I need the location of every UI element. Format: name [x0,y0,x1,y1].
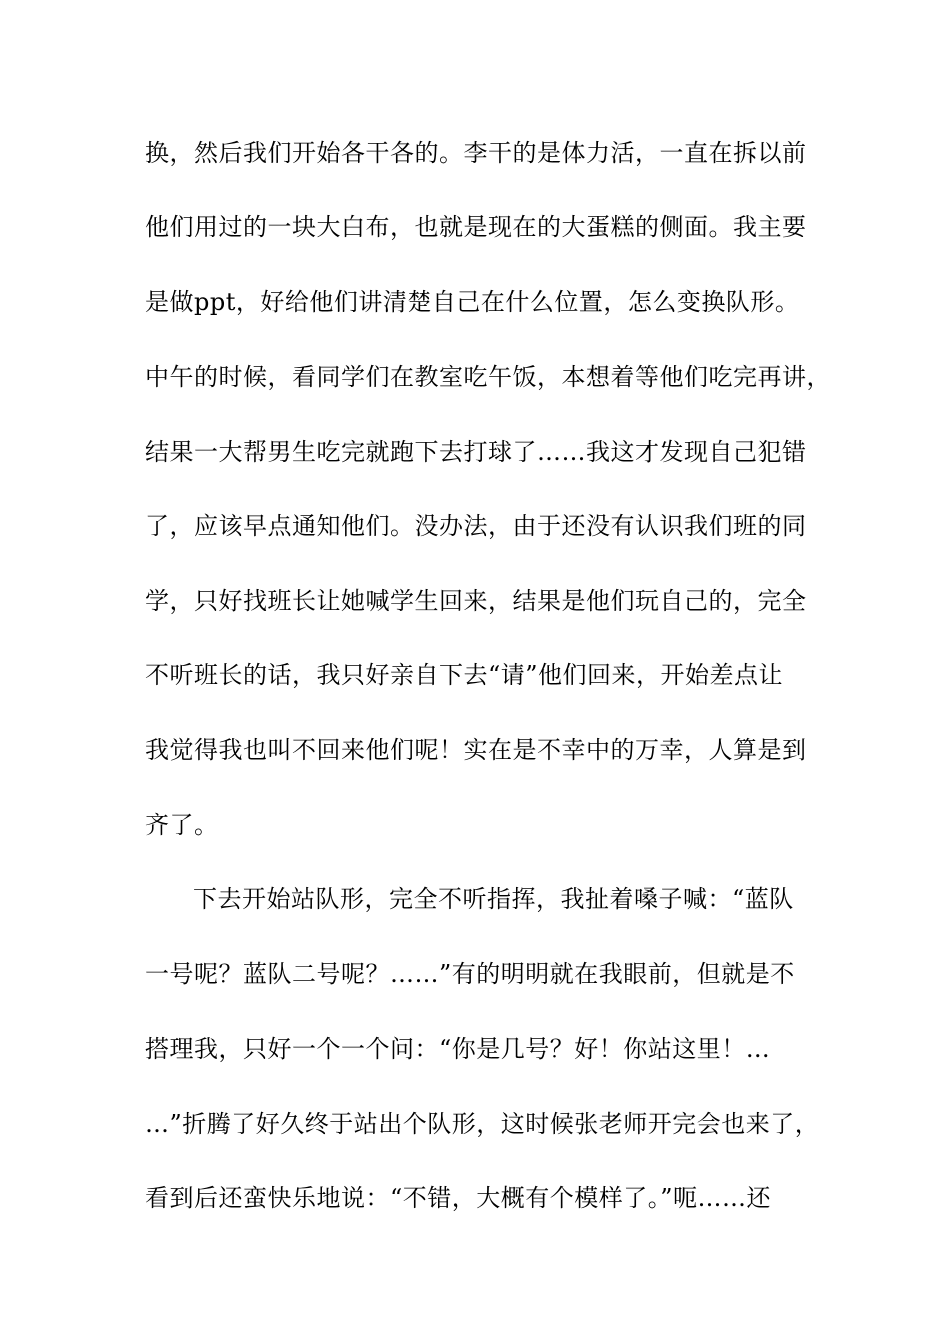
paragraph-line: 中午的时候，看同学们在教室吃午饭，本想着等他们吃完再讲， [145,363,831,391]
paragraph-line: 结果一大帮男生吃完就跑下去打球了……我这才发现自己犯错 [145,438,807,466]
paragraph-line: 齐了。 [145,811,219,839]
paragraph-line: …”折腾了好久终于站出个队形，这时候张老师开完会也来了， [145,1110,820,1138]
paragraph-line: 了，应该早点通知他们。没办法，由于还没有认识我们班的同 [145,512,807,540]
paragraph-line: 他们用过的一块大白布，也就是现在的大蛋糕的侧面。我主要 [145,213,807,241]
paragraph-first-line: 下去开始站队形，完全不听指挥，我扯着嗓子喊：“蓝队 [193,885,794,913]
paragraph-line: 搭理我，只好一个一个问：“你是几号？好！你站这里！… [145,1035,771,1063]
paragraph-line: 学，只好找班长让她喊学生回来，结果是他们玩自己的，完全 [145,587,807,615]
paragraph-line: 我觉得我也叫不回来他们呢！实在是不幸中的万幸，人算是到 [145,736,807,764]
paragraph-line: 不听班长的话，我只好亲自下去“请”他们回来，开始差点让 [145,661,784,689]
paragraph-line: 一号呢？蓝队二号呢？……”有的明明就在我眼前，但就是不 [145,960,795,988]
paragraph-line: 看到后还蛮快乐地说：“不错，大概有个模样了。”呃……还 [145,1184,772,1212]
paragraph-line: 是做ppt，好给他们讲清楚自己在什么位置，怎么变换队形。 [145,288,800,316]
paragraph-line: 换，然后我们开始各干各的。李干的是体力活，一直在拆以前 [145,139,807,167]
